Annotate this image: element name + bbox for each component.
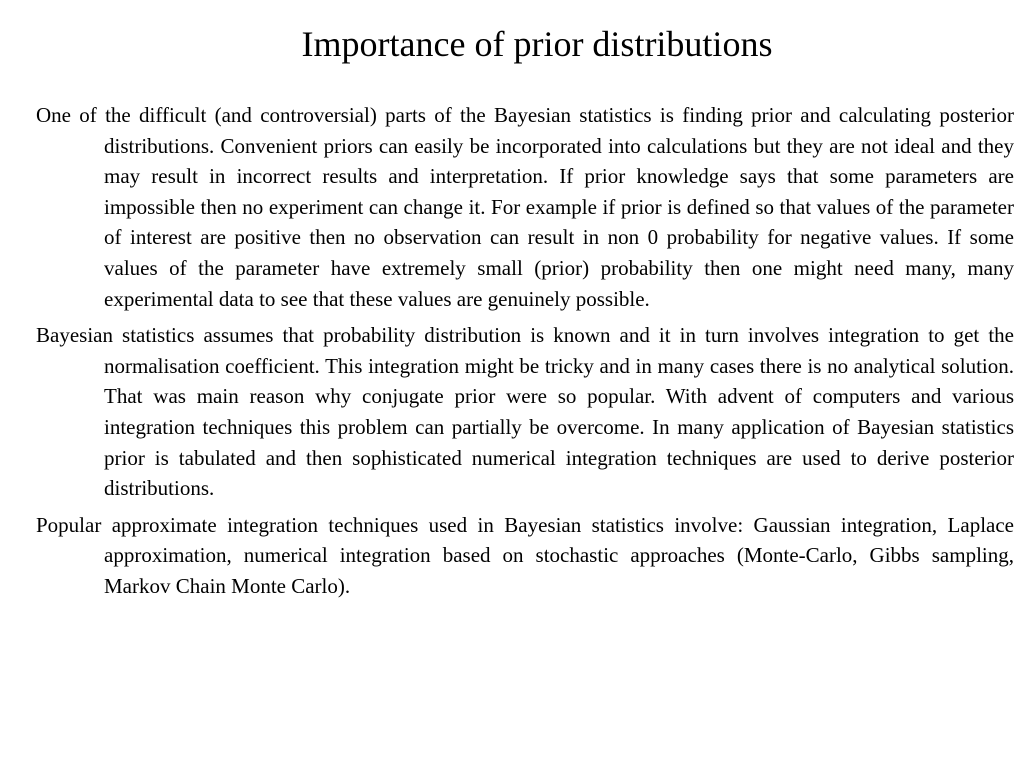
slide-body [36,100,1014,608]
paragraph-techniques: Popular approximate integration techniques used in Bayesian statistics involve: Gaussian integration, Laplace approximation, numerical integration based on stochastic approaches (Monte-Carlo, Gibbs sampling, Markov Chain Monte Carlo). [36,512,1014,598]
paragraph-integration: Bayesian statistics assumes that probability distribution is known and it in turn involves integration to get the normalisation coefficient. This integration might be tricky and in many cases there is no analytical solution. That was main reason why conjugate prior were so popular. With advent of computers and various integration techniques this problem can partially be overcome. In many application of Bayesian statistics prior is tabulated and then sophisticated numerical integration techniques are used to derive posterior distributions. [36,323,1014,501]
slide-title: Importance of prior distributions [301,24,773,64]
paragraph-priors: One of the difficult (and controversial) parts of the Bayesian statistics is finding prior and calculating posterior distributions. Convenient priors can easily be incorporated into calculations but they are not ideal and they may result in incorrect results and interpretation. If prior knowledge says that some parameters are impossible then no experiment can change it. For example if prior is defined so that values of the parameter of interest are positive then no observation can result in non 0 probability for negative values. If some values of the parameter have extremely small (prior) probability then one might need many, many experimental data to see that these values are genuinely possible. [36,103,1014,311]
